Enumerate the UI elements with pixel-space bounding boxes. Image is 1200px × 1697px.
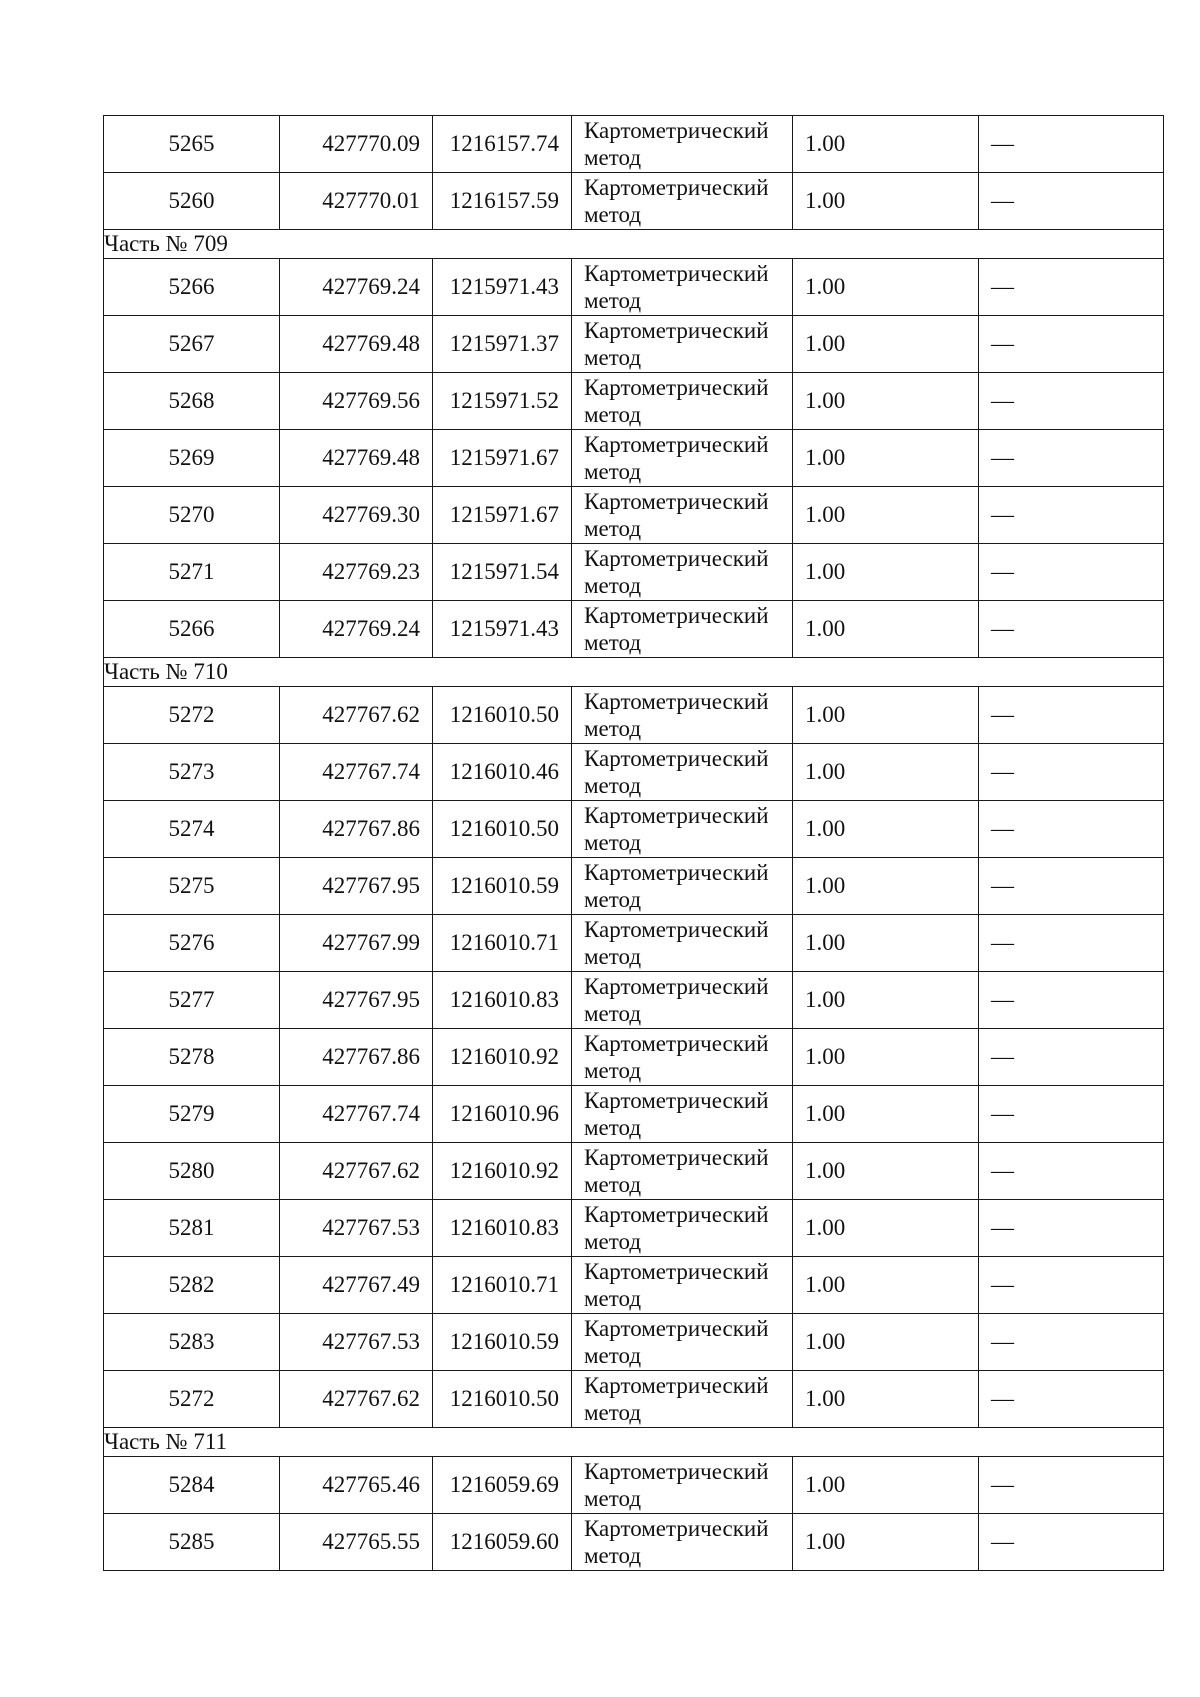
coordinate-x: 427767.74 — [280, 744, 433, 801]
coordinate-x: 427767.62 — [280, 1371, 433, 1428]
point-number: 5283 — [104, 1314, 280, 1371]
method-cell — [572, 972, 793, 1029]
table-row — [104, 544, 1164, 601]
coordinate-y: 1215971.54 — [433, 544, 572, 601]
coordinate-y: 1215971.43 — [433, 259, 572, 316]
table-row — [104, 915, 1164, 972]
accuracy-cell: 1.00 — [793, 687, 979, 744]
table-row — [104, 1200, 1164, 1257]
coordinate-y: 1216157.59 — [433, 173, 572, 230]
description-cell: — — [979, 1514, 1164, 1571]
table-row — [104, 687, 1164, 744]
method-cell — [572, 801, 793, 858]
description-cell: — — [979, 687, 1164, 744]
table-row — [104, 316, 1164, 373]
coordinate-y: 1216059.69 — [433, 1457, 572, 1514]
description-cell: — — [979, 1457, 1164, 1514]
method-cell-text: Картометрический метод — [584, 1088, 769, 1140]
coordinate-x: 427765.46 — [280, 1457, 433, 1514]
coordinate-x: 427767.62 — [280, 1143, 433, 1200]
coordinate-y: 1216010.71 — [433, 915, 572, 972]
point-number: 5268 — [104, 373, 280, 430]
point-number: 5272 — [104, 1371, 280, 1428]
point-number: 5265 — [104, 116, 280, 173]
coordinate-y: 1215971.67 — [433, 430, 572, 487]
coordinate-y: 1216010.59 — [433, 858, 572, 915]
method-cell-text: Картометрический метод — [584, 1145, 769, 1197]
coordinate-y: 1216010.92 — [433, 1029, 572, 1086]
coordinate-y: 1216059.60 — [433, 1514, 572, 1571]
description-cell: — — [979, 801, 1164, 858]
table-row — [104, 744, 1164, 801]
method-cell-text: Картометрический метод — [584, 489, 769, 541]
point-number: 5270 — [104, 487, 280, 544]
point-number: 5284 — [104, 1457, 280, 1514]
coordinate-x: 427769.24 — [280, 601, 433, 658]
method-cell-text: Картометрический метод — [584, 1031, 769, 1083]
method-cell — [572, 1514, 793, 1571]
coordinate-x: 427769.30 — [280, 487, 433, 544]
method-cell-text: Картометрический метод — [584, 803, 769, 855]
accuracy-cell: 1.00 — [793, 1314, 979, 1371]
description-cell: — — [979, 601, 1164, 658]
accuracy-cell: 1.00 — [793, 801, 979, 858]
method-cell — [572, 430, 793, 487]
accuracy-cell: 1.00 — [793, 744, 979, 801]
point-number: 5282 — [104, 1257, 280, 1314]
point-number: 5273 — [104, 744, 280, 801]
point-number: 5269 — [104, 430, 280, 487]
description-cell: — — [979, 316, 1164, 373]
coordinate-x: 427767.49 — [280, 1257, 433, 1314]
method-cell — [572, 316, 793, 373]
method-cell-text: Картометрический метод — [584, 432, 769, 484]
point-number: 5271 — [104, 544, 280, 601]
coordinate-x: 427767.53 — [280, 1314, 433, 1371]
coordinate-y: 1216010.46 — [433, 744, 572, 801]
table-row — [104, 116, 1164, 173]
coordinate-y: 1216010.50 — [433, 687, 572, 744]
point-number: 5277 — [104, 972, 280, 1029]
table-row — [104, 173, 1164, 230]
point-number: 5266 — [104, 259, 280, 316]
description-cell: — — [979, 373, 1164, 430]
method-cell-text: Картометрический метод — [584, 746, 769, 798]
description-cell: — — [979, 1029, 1164, 1086]
description-cell: — — [979, 1086, 1164, 1143]
accuracy-cell: 1.00 — [793, 1514, 979, 1571]
description-cell: — — [979, 116, 1164, 173]
coordinate-x: 427765.55 — [280, 1514, 433, 1571]
coordinate-y: 1216010.71 — [433, 1257, 572, 1314]
point-number: 5279 — [104, 1086, 280, 1143]
part-header-label: Часть № 709 — [104, 230, 1164, 259]
point-number: 5276 — [104, 915, 280, 972]
description-cell: — — [979, 972, 1164, 1029]
coordinate-x: 427767.95 — [280, 858, 433, 915]
method-cell-text: Картометрический метод — [584, 1202, 769, 1254]
accuracy-cell: 1.00 — [793, 1143, 979, 1200]
method-cell — [572, 487, 793, 544]
accuracy-cell: 1.00 — [793, 858, 979, 915]
table-row — [104, 259, 1164, 316]
point-number: 5278 — [104, 1029, 280, 1086]
description-cell: — — [979, 1257, 1164, 1314]
description-cell: — — [979, 1143, 1164, 1200]
coordinate-y: 1215971.37 — [433, 316, 572, 373]
coordinate-y: 1216010.83 — [433, 972, 572, 1029]
method-cell — [572, 1257, 793, 1314]
coordinate-x: 427767.99 — [280, 915, 433, 972]
part-header-row — [104, 658, 1164, 687]
coordinate-y: 1216010.59 — [433, 1314, 572, 1371]
point-number: 5267 — [104, 316, 280, 373]
method-cell — [572, 373, 793, 430]
accuracy-cell: 1.00 — [793, 116, 979, 173]
method-cell-text: Картометрический метод — [584, 689, 769, 741]
method-cell — [572, 1200, 793, 1257]
method-cell — [572, 259, 793, 316]
method-cell-text: Картометрический метод — [584, 1459, 769, 1511]
description-cell: — — [979, 1314, 1164, 1371]
description-cell: — — [979, 487, 1164, 544]
accuracy-cell: 1.00 — [793, 1029, 979, 1086]
coordinate-x: 427769.24 — [280, 259, 433, 316]
coordinate-x: 427767.86 — [280, 1029, 433, 1086]
point-number: 5281 — [104, 1200, 280, 1257]
method-cell-text: Картометрический метод — [584, 1373, 769, 1425]
table-row — [104, 1371, 1164, 1428]
coordinate-y: 1216010.83 — [433, 1200, 572, 1257]
method-cell-text: Картометрический метод — [584, 974, 769, 1026]
part-header-label: Часть № 711 — [104, 1428, 1164, 1457]
coordinates-table — [103, 115, 1164, 1571]
method-cell — [572, 601, 793, 658]
method-cell-text: Картометрический метод — [584, 546, 769, 598]
table-row — [104, 1514, 1164, 1571]
table-row — [104, 373, 1164, 430]
coordinate-x: 427769.23 — [280, 544, 433, 601]
point-number: 5275 — [104, 858, 280, 915]
method-cell — [572, 173, 793, 230]
accuracy-cell: 1.00 — [793, 972, 979, 1029]
coordinate-x: 427767.53 — [280, 1200, 433, 1257]
coordinate-x: 427767.86 — [280, 801, 433, 858]
accuracy-cell: 1.00 — [793, 316, 979, 373]
method-cell — [572, 687, 793, 744]
table-row — [104, 1029, 1164, 1086]
description-cell: — — [979, 430, 1164, 487]
description-cell: — — [979, 544, 1164, 601]
accuracy-cell: 1.00 — [793, 173, 979, 230]
method-cell-text: Картометрический метод — [584, 118, 769, 170]
point-number: 5274 — [104, 801, 280, 858]
table-row — [104, 430, 1164, 487]
accuracy-cell: 1.00 — [793, 1457, 979, 1514]
method-cell-text: Картометрический метод — [584, 375, 769, 427]
method-cell-text: Картометрический метод — [584, 1259, 769, 1311]
method-cell — [572, 116, 793, 173]
method-cell — [572, 858, 793, 915]
method-cell — [572, 1143, 793, 1200]
coordinate-x: 427769.56 — [280, 373, 433, 430]
description-cell: — — [979, 259, 1164, 316]
method-cell — [572, 915, 793, 972]
accuracy-cell: 1.00 — [793, 601, 979, 658]
method-cell — [572, 1029, 793, 1086]
method-cell — [572, 1371, 793, 1428]
coordinate-x: 427767.95 — [280, 972, 433, 1029]
coordinate-y: 1216010.92 — [433, 1143, 572, 1200]
method-cell-text: Картометрический метод — [584, 175, 769, 227]
part-header-row — [104, 1428, 1164, 1457]
point-number: 5266 — [104, 601, 280, 658]
accuracy-cell: 1.00 — [793, 915, 979, 972]
coordinate-x: 427769.48 — [280, 430, 433, 487]
point-number: 5260 — [104, 173, 280, 230]
coordinate-y: 1216010.50 — [433, 801, 572, 858]
table-row — [104, 1457, 1164, 1514]
method-cell — [572, 744, 793, 801]
method-cell-text: Картометрический метод — [584, 261, 769, 313]
table-row — [104, 801, 1164, 858]
accuracy-cell: 1.00 — [793, 1086, 979, 1143]
coordinate-x: 427767.62 — [280, 687, 433, 744]
coordinates-table-body — [104, 116, 1164, 1571]
description-cell: — — [979, 915, 1164, 972]
description-cell: — — [979, 744, 1164, 801]
description-cell: — — [979, 1371, 1164, 1428]
accuracy-cell: 1.00 — [793, 259, 979, 316]
coordinate-y: 1216010.50 — [433, 1371, 572, 1428]
coordinate-x: 427770.09 — [280, 116, 433, 173]
coordinate-x: 427767.74 — [280, 1086, 433, 1143]
accuracy-cell: 1.00 — [793, 1371, 979, 1428]
coordinate-y: 1216010.96 — [433, 1086, 572, 1143]
part-header-label: Часть № 710 — [104, 658, 1164, 687]
accuracy-cell: 1.00 — [793, 430, 979, 487]
point-number: 5280 — [104, 1143, 280, 1200]
description-cell: — — [979, 173, 1164, 230]
method-cell — [572, 1086, 793, 1143]
table-row — [104, 601, 1164, 658]
accuracy-cell: 1.00 — [793, 1200, 979, 1257]
method-cell-text: Картометрический метод — [584, 1516, 769, 1568]
coordinate-y: 1216157.74 — [433, 116, 572, 173]
method-cell-text: Картометрический метод — [584, 917, 769, 969]
accuracy-cell: 1.00 — [793, 487, 979, 544]
coordinate-y: 1215971.52 — [433, 373, 572, 430]
table-row — [104, 972, 1164, 1029]
method-cell-text: Картометрический метод — [584, 860, 769, 912]
method-cell-text: Картометрический метод — [584, 318, 769, 370]
table-row — [104, 1257, 1164, 1314]
accuracy-cell: 1.00 — [793, 1257, 979, 1314]
method-cell-text: Картометрический метод — [584, 1316, 769, 1368]
coordinate-x: 427769.48 — [280, 316, 433, 373]
table-row — [104, 1143, 1164, 1200]
table-row — [104, 1314, 1164, 1371]
table-row — [104, 1086, 1164, 1143]
description-cell: — — [979, 858, 1164, 915]
part-header-row — [104, 230, 1164, 259]
table-row — [104, 858, 1164, 915]
accuracy-cell: 1.00 — [793, 373, 979, 430]
table-row — [104, 487, 1164, 544]
point-number: 5285 — [104, 1514, 280, 1571]
description-cell: — — [979, 1200, 1164, 1257]
method-cell — [572, 1314, 793, 1371]
method-cell — [572, 544, 793, 601]
accuracy-cell: 1.00 — [793, 544, 979, 601]
method-cell — [572, 1457, 793, 1514]
coordinate-x: 427770.01 — [280, 173, 433, 230]
coordinate-y: 1215971.67 — [433, 487, 572, 544]
point-number: 5272 — [104, 687, 280, 744]
coordinate-y: 1215971.43 — [433, 601, 572, 658]
method-cell-text: Картометрический метод — [584, 603, 769, 655]
